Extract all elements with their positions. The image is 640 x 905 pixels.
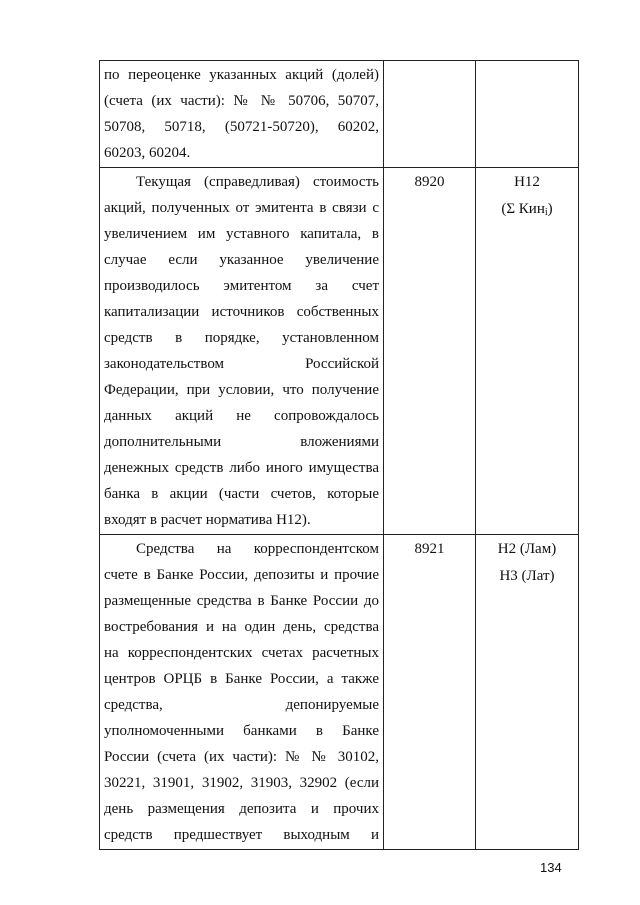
norm-label: Н2 (Лам) <box>497 541 557 557</box>
text-line: (счета (их части): № № 50706, 50707, <box>104 93 379 109</box>
norm-cell <box>476 61 579 168</box>
text-line: Федерации, при условии, что получение <box>104 382 379 398</box>
text-line: случае если указанное увеличение <box>104 252 379 268</box>
text-line: Средства на корреспондентском <box>136 541 379 557</box>
text-line: 60203, 60204. <box>104 145 191 161</box>
text-line: центров ОРЦБ в Банке России, а также <box>104 671 379 687</box>
code-cell <box>384 535 476 850</box>
text-line: акций, полученных от эмитента в связи с <box>104 200 379 216</box>
text-line: на корреспондентских счетах расчетных <box>104 645 379 661</box>
document-table <box>99 60 579 850</box>
text-line: производилось эмитентом за счет <box>104 278 379 294</box>
text-line: банка в акции (части счетов, которые <box>104 486 379 502</box>
text-line: средств предшествует выходным и <box>104 827 379 843</box>
description-cell <box>100 61 384 168</box>
text-line: уполномоченными банками в Банке <box>104 723 379 739</box>
text-line: входят в расчет норматива Н12). <box>104 512 311 528</box>
text-line: 50708, 50718, (50721-50720), 60202, <box>104 119 379 135</box>
table-row <box>100 168 579 535</box>
text-line: 30221, 31901, 31902, 31903, 32902 (если <box>104 775 379 791</box>
table-row <box>100 61 579 168</box>
code-cell <box>384 61 476 168</box>
text-line: счете в Банке России, депозиты и прочие <box>104 567 379 583</box>
text-line: данных акций не сопровождалось <box>104 408 379 424</box>
text-line: Текущая (справедливая) стоимость <box>136 174 379 190</box>
text-line: средств в порядке, установленном <box>104 330 379 346</box>
norm-label: Н3 (Лат) <box>499 568 555 584</box>
description-cell <box>100 168 384 535</box>
table-row <box>100 535 579 850</box>
account-code: 8920 <box>414 174 445 190</box>
norm-formula: (Σ Кин$_i$) <box>501 201 553 218</box>
text-line: денежных средств либо иного имущества <box>104 460 379 476</box>
text-line: России (счета (их части): № № 30102, <box>104 749 379 765</box>
text-line: законодательством Российской <box>104 356 379 372</box>
norm-label: Н12 <box>514 174 540 190</box>
text-line: востребования и на один день, средства <box>104 619 379 635</box>
text-line: дополнительными вложениями <box>104 434 379 450</box>
code-cell <box>384 168 476 535</box>
account-code: 8921 <box>414 541 445 557</box>
text-line: капитализации источников собственных <box>104 304 379 320</box>
text-line: размещенные средства в Банке России до <box>104 593 379 609</box>
text-line: по переоценке указанных акций (долей) <box>104 67 379 83</box>
text-line: увеличением им уставного капитала, в <box>104 226 379 242</box>
text-line: день размещения депозита и прочих <box>104 801 379 817</box>
description-cell <box>100 535 384 850</box>
page-number: 134 <box>540 860 562 875</box>
norm-cell <box>476 535 579 850</box>
norm-cell <box>476 168 579 535</box>
text-line: средства, депонируемые <box>104 697 379 713</box>
